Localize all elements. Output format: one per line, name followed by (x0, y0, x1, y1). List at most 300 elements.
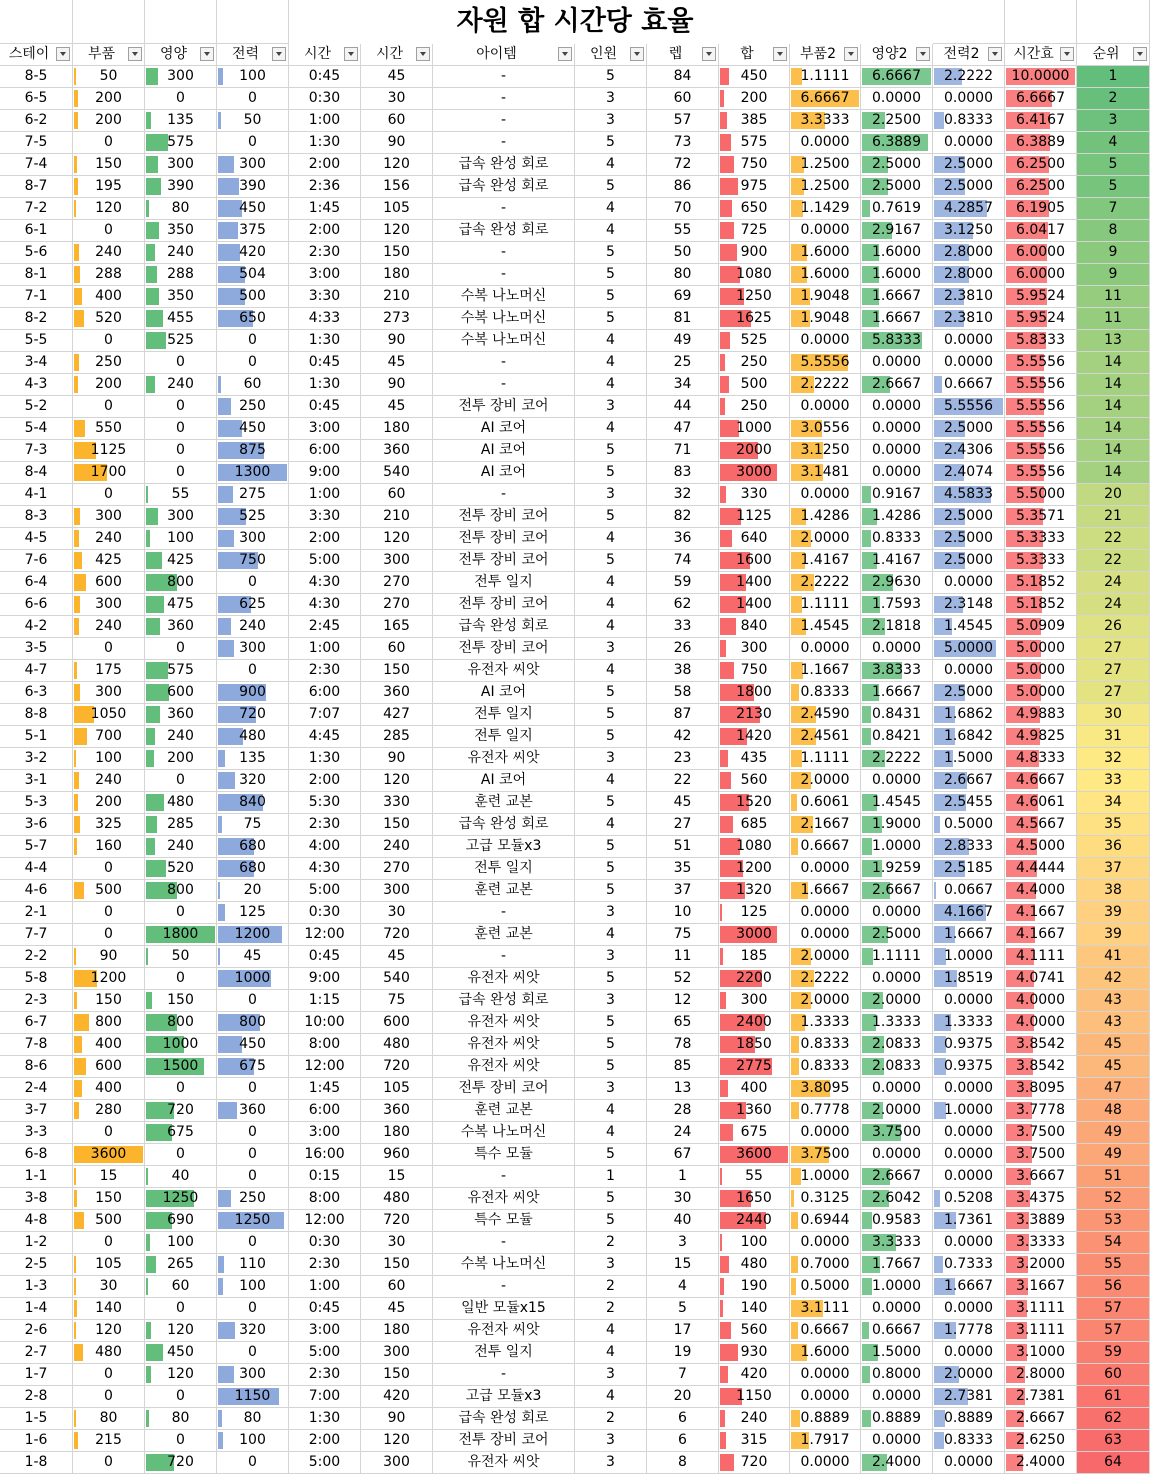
cell-level[interactable] (647, 1298, 719, 1320)
cell-time[interactable] (289, 484, 361, 506)
cell-food[interactable] (145, 220, 217, 242)
cell-parts2[interactable] (790, 242, 861, 264)
header-sum[interactable] (719, 44, 790, 66)
cell-time[interactable] (289, 616, 361, 638)
cell-minutes[interactable] (361, 176, 433, 198)
cell-power2[interactable] (933, 704, 1005, 726)
cell-crew[interactable] (575, 264, 647, 286)
cell-power[interactable] (217, 1320, 289, 1342)
cell-food[interactable] (145, 242, 217, 264)
cell-power[interactable] (217, 682, 289, 704)
cell-parts2[interactable] (790, 352, 861, 374)
filter-dropdown-icon[interactable] (272, 47, 286, 61)
cell-parts2[interactable] (790, 264, 861, 286)
cell-power[interactable] (217, 1056, 289, 1078)
cell-sum[interactable] (719, 440, 790, 462)
cell-minutes[interactable] (361, 286, 433, 308)
cell-crew[interactable] (575, 814, 647, 836)
cell-food[interactable] (145, 1364, 217, 1386)
cell-item[interactable] (433, 1276, 575, 1298)
cell-crew[interactable] (575, 1078, 647, 1100)
cell-crew[interactable] (575, 220, 647, 242)
cell-stage[interactable] (0, 1430, 73, 1452)
cell-power[interactable] (217, 154, 289, 176)
cell-level[interactable] (647, 1188, 719, 1210)
cell-level[interactable] (647, 462, 719, 484)
cell-stage[interactable] (0, 88, 73, 110)
cell-minutes[interactable] (361, 1364, 433, 1386)
cell-food[interactable] (145, 1408, 217, 1430)
cell-stage[interactable] (0, 858, 73, 880)
cell-food[interactable] (145, 462, 217, 484)
cell-rank[interactable] (1077, 1452, 1150, 1474)
cell-food[interactable] (145, 88, 217, 110)
cell-item[interactable] (433, 1100, 575, 1122)
cell-food2[interactable] (861, 792, 933, 814)
cell-time[interactable] (289, 902, 361, 924)
cell-food[interactable] (145, 352, 217, 374)
cell-rank[interactable] (1077, 1386, 1150, 1408)
cell-food2[interactable] (861, 1408, 933, 1430)
cell-minutes[interactable] (361, 66, 433, 88)
cell-power2[interactable] (933, 506, 1005, 528)
cell-item[interactable] (433, 352, 575, 374)
cell-stage[interactable] (0, 902, 73, 924)
cell-food2[interactable] (861, 814, 933, 836)
cell-power2[interactable] (933, 528, 1005, 550)
cell-power[interactable] (217, 374, 289, 396)
cell-power2[interactable] (933, 1144, 1005, 1166)
cell-parts[interactable] (73, 1364, 145, 1386)
cell-power[interactable] (217, 308, 289, 330)
cell-parts2[interactable] (790, 858, 861, 880)
cell-food2[interactable] (861, 880, 933, 902)
cell-parts2[interactable] (790, 1232, 861, 1254)
cell-minutes[interactable] (361, 1276, 433, 1298)
header-rank[interactable] (1077, 44, 1150, 66)
cell-power2[interactable] (933, 88, 1005, 110)
cell-food[interactable] (145, 924, 217, 946)
cell-power[interactable] (217, 1188, 289, 1210)
cell-power2[interactable] (933, 1254, 1005, 1276)
cell-level[interactable] (647, 1144, 719, 1166)
cell-time[interactable] (289, 1364, 361, 1386)
cell-food[interactable] (145, 440, 217, 462)
cell-crew[interactable] (575, 616, 647, 638)
cell-minutes[interactable] (361, 968, 433, 990)
cell-sum[interactable] (719, 792, 790, 814)
cell-rank[interactable] (1077, 1100, 1150, 1122)
cell-food[interactable] (145, 858, 217, 880)
cell-stage[interactable] (0, 1342, 73, 1364)
cell-food2[interactable] (861, 1254, 933, 1276)
cell-food[interactable] (145, 176, 217, 198)
cell-level[interactable] (647, 330, 719, 352)
cell-food[interactable] (145, 506, 217, 528)
cell-time-eff[interactable] (1005, 1298, 1077, 1320)
cell-rank[interactable] (1077, 748, 1150, 770)
cell-level[interactable] (647, 902, 719, 924)
cell-item[interactable] (433, 550, 575, 572)
cell-parts2[interactable] (790, 550, 861, 572)
cell-time[interactable] (289, 704, 361, 726)
cell-food[interactable] (145, 264, 217, 286)
cell-stage[interactable] (0, 286, 73, 308)
cell-power2[interactable] (933, 110, 1005, 132)
cell-rank[interactable] (1077, 1122, 1150, 1144)
cell-power2[interactable] (933, 396, 1005, 418)
cell-power2[interactable] (933, 374, 1005, 396)
cell-food2[interactable] (861, 1012, 933, 1034)
cell-item[interactable] (433, 176, 575, 198)
cell-food[interactable] (145, 1320, 217, 1342)
cell-power[interactable] (217, 1210, 289, 1232)
cell-food[interactable] (145, 968, 217, 990)
cell-food2[interactable] (861, 1232, 933, 1254)
cell-food[interactable] (145, 990, 217, 1012)
cell-food[interactable] (145, 902, 217, 924)
cell-food[interactable] (145, 1188, 217, 1210)
cell-parts2[interactable] (790, 814, 861, 836)
cell-food2[interactable] (861, 550, 933, 572)
cell-food2[interactable] (861, 990, 933, 1012)
cell-crew[interactable] (575, 1386, 647, 1408)
cell-item[interactable] (433, 572, 575, 594)
cell-power2[interactable] (933, 572, 1005, 594)
cell-sum[interactable] (719, 1122, 790, 1144)
cell-minutes[interactable] (361, 528, 433, 550)
cell-power[interactable] (217, 1100, 289, 1122)
cell-crew[interactable] (575, 1430, 647, 1452)
cell-minutes[interactable] (361, 814, 433, 836)
cell-power[interactable] (217, 88, 289, 110)
cell-item[interactable] (433, 946, 575, 968)
cell-parts[interactable] (73, 1100, 145, 1122)
cell-parts2[interactable] (790, 154, 861, 176)
cell-food2[interactable] (861, 1276, 933, 1298)
cell-time[interactable] (289, 66, 361, 88)
cell-food2[interactable] (861, 198, 933, 220)
cell-level[interactable] (647, 440, 719, 462)
cell-parts2[interactable] (790, 682, 861, 704)
cell-sum[interactable] (719, 286, 790, 308)
cell-power[interactable] (217, 968, 289, 990)
cell-stage[interactable] (0, 946, 73, 968)
cell-parts[interactable] (73, 1056, 145, 1078)
cell-power[interactable] (217, 286, 289, 308)
cell-parts[interactable] (73, 352, 145, 374)
cell-parts[interactable] (73, 572, 145, 594)
cell-stage[interactable] (0, 352, 73, 374)
cell-time-eff[interactable] (1005, 1276, 1077, 1298)
cell-parts2[interactable] (790, 726, 861, 748)
cell-minutes[interactable] (361, 946, 433, 968)
cell-food2[interactable] (861, 1210, 933, 1232)
cell-parts[interactable] (73, 462, 145, 484)
cell-food2[interactable] (861, 1430, 933, 1452)
cell-sum[interactable] (719, 506, 790, 528)
cell-item[interactable] (433, 1078, 575, 1100)
cell-time-eff[interactable] (1005, 638, 1077, 660)
cell-food2[interactable] (861, 308, 933, 330)
filter-dropdown-icon[interactable] (56, 47, 70, 61)
cell-sum[interactable] (719, 1254, 790, 1276)
cell-parts2[interactable] (790, 1056, 861, 1078)
cell-time[interactable] (289, 572, 361, 594)
cell-crew[interactable] (575, 902, 647, 924)
cell-power2[interactable] (933, 1320, 1005, 1342)
cell-food[interactable] (145, 396, 217, 418)
cell-power2[interactable] (933, 198, 1005, 220)
cell-stage[interactable] (0, 594, 73, 616)
cell-stage[interactable] (0, 1320, 73, 1342)
cell-rank[interactable] (1077, 1210, 1150, 1232)
cell-minutes[interactable] (361, 660, 433, 682)
cell-parts2[interactable] (790, 1122, 861, 1144)
cell-parts[interactable] (73, 1408, 145, 1430)
cell-minutes[interactable] (361, 440, 433, 462)
cell-rank[interactable] (1077, 418, 1150, 440)
cell-sum[interactable] (719, 770, 790, 792)
cell-level[interactable] (647, 506, 719, 528)
cell-stage[interactable] (0, 418, 73, 440)
cell-item[interactable] (433, 1386, 575, 1408)
cell-level[interactable] (647, 396, 719, 418)
cell-time[interactable] (289, 1276, 361, 1298)
cell-power2[interactable] (933, 1232, 1005, 1254)
cell-stage[interactable] (0, 770, 73, 792)
cell-level[interactable] (647, 1320, 719, 1342)
cell-crew[interactable] (575, 594, 647, 616)
cell-food2[interactable] (861, 462, 933, 484)
cell-parts2[interactable] (790, 1210, 861, 1232)
cell-power[interactable] (217, 264, 289, 286)
cell-rank[interactable] (1077, 66, 1150, 88)
cell-power2[interactable] (933, 462, 1005, 484)
cell-food2[interactable] (861, 1034, 933, 1056)
cell-power2[interactable] (933, 242, 1005, 264)
cell-time-eff[interactable] (1005, 1408, 1077, 1430)
cell-sum[interactable] (719, 550, 790, 572)
cell-time[interactable] (289, 836, 361, 858)
cell-food[interactable] (145, 1210, 217, 1232)
cell-time[interactable] (289, 110, 361, 132)
cell-food[interactable] (145, 880, 217, 902)
cell-food2[interactable] (861, 110, 933, 132)
cell-time[interactable] (289, 1144, 361, 1166)
cell-power2[interactable] (933, 220, 1005, 242)
cell-stage[interactable] (0, 66, 73, 88)
cell-level[interactable] (647, 88, 719, 110)
cell-power2[interactable] (933, 726, 1005, 748)
cell-parts[interactable] (73, 1210, 145, 1232)
cell-crew[interactable] (575, 1144, 647, 1166)
cell-sum[interactable] (719, 528, 790, 550)
cell-sum[interactable] (719, 1078, 790, 1100)
cell-crew[interactable] (575, 836, 647, 858)
cell-parts2[interactable] (790, 748, 861, 770)
cell-level[interactable] (647, 660, 719, 682)
cell-time[interactable] (289, 220, 361, 242)
cell-parts[interactable] (73, 880, 145, 902)
cell-food[interactable] (145, 66, 217, 88)
cell-item[interactable] (433, 748, 575, 770)
cell-food[interactable] (145, 1430, 217, 1452)
cell-parts2[interactable] (790, 792, 861, 814)
cell-item[interactable] (433, 1364, 575, 1386)
cell-parts2[interactable] (790, 770, 861, 792)
cell-sum[interactable] (719, 176, 790, 198)
cell-power[interactable] (217, 220, 289, 242)
cell-parts[interactable] (73, 858, 145, 880)
cell-power[interactable] (217, 176, 289, 198)
cell-stage[interactable] (0, 704, 73, 726)
cell-item[interactable] (433, 1122, 575, 1144)
cell-minutes[interactable] (361, 1430, 433, 1452)
cell-power[interactable] (217, 462, 289, 484)
cell-food[interactable] (145, 110, 217, 132)
cell-power2[interactable] (933, 1012, 1005, 1034)
cell-sum[interactable] (719, 968, 790, 990)
cell-rank[interactable] (1077, 1034, 1150, 1056)
cell-rank[interactable] (1077, 440, 1150, 462)
cell-minutes[interactable] (361, 726, 433, 748)
cell-rank[interactable] (1077, 396, 1150, 418)
cell-crew[interactable] (575, 682, 647, 704)
cell-parts2[interactable] (790, 176, 861, 198)
cell-time[interactable] (289, 528, 361, 550)
cell-level[interactable] (647, 286, 719, 308)
cell-food2[interactable] (861, 748, 933, 770)
cell-food[interactable] (145, 1276, 217, 1298)
cell-item[interactable] (433, 462, 575, 484)
cell-power2[interactable] (933, 132, 1005, 154)
cell-parts[interactable] (73, 1342, 145, 1364)
cell-time[interactable] (289, 176, 361, 198)
cell-power[interactable] (217, 440, 289, 462)
cell-time[interactable] (289, 462, 361, 484)
cell-sum[interactable] (719, 1430, 790, 1452)
cell-stage[interactable] (0, 528, 73, 550)
cell-rank[interactable] (1077, 924, 1150, 946)
cell-sum[interactable] (719, 66, 790, 88)
cell-crew[interactable] (575, 1166, 647, 1188)
cell-parts[interactable] (73, 1078, 145, 1100)
cell-food2[interactable] (861, 396, 933, 418)
cell-stage[interactable] (0, 616, 73, 638)
cell-minutes[interactable] (361, 242, 433, 264)
cell-power[interactable] (217, 1034, 289, 1056)
cell-parts2[interactable] (790, 1188, 861, 1210)
cell-parts2[interactable] (790, 990, 861, 1012)
cell-time-eff[interactable] (1005, 990, 1077, 1012)
cell-food2[interactable] (861, 1386, 933, 1408)
cell-power[interactable] (217, 550, 289, 572)
cell-power2[interactable] (933, 770, 1005, 792)
cell-crew[interactable] (575, 1276, 647, 1298)
cell-power2[interactable] (933, 66, 1005, 88)
cell-time[interactable] (289, 198, 361, 220)
cell-minutes[interactable] (361, 880, 433, 902)
cell-item[interactable] (433, 1452, 575, 1474)
cell-power[interactable] (217, 110, 289, 132)
cell-food2[interactable] (861, 858, 933, 880)
cell-power2[interactable] (933, 1122, 1005, 1144)
cell-sum[interactable] (719, 1452, 790, 1474)
cell-time[interactable] (289, 660, 361, 682)
cell-parts2[interactable] (790, 1100, 861, 1122)
cell-minutes[interactable] (361, 924, 433, 946)
cell-sum[interactable] (719, 616, 790, 638)
cell-sum[interactable] (719, 1320, 790, 1342)
cell-parts[interactable] (73, 1430, 145, 1452)
cell-minutes[interactable] (361, 88, 433, 110)
cell-item[interactable] (433, 330, 575, 352)
cell-parts2[interactable] (790, 440, 861, 462)
cell-time[interactable] (289, 440, 361, 462)
cell-crew[interactable] (575, 550, 647, 572)
cell-power[interactable] (217, 660, 289, 682)
cell-power[interactable] (217, 704, 289, 726)
cell-time-eff[interactable] (1005, 968, 1077, 990)
cell-food2[interactable] (861, 638, 933, 660)
cell-minutes[interactable] (361, 616, 433, 638)
cell-item[interactable] (433, 308, 575, 330)
cell-time-eff[interactable] (1005, 506, 1077, 528)
cell-level[interactable] (647, 550, 719, 572)
cell-minutes[interactable] (361, 1078, 433, 1100)
cell-crew[interactable] (575, 1210, 647, 1232)
cell-power[interactable] (217, 836, 289, 858)
cell-power2[interactable] (933, 330, 1005, 352)
cell-time-eff[interactable] (1005, 176, 1077, 198)
cell-parts[interactable] (73, 682, 145, 704)
cell-parts2[interactable] (790, 1166, 861, 1188)
cell-time[interactable] (289, 1298, 361, 1320)
cell-power2[interactable] (933, 440, 1005, 462)
cell-parts2[interactable] (790, 836, 861, 858)
cell-time[interactable] (289, 990, 361, 1012)
cell-power[interactable] (217, 418, 289, 440)
cell-parts[interactable] (73, 1166, 145, 1188)
cell-rank[interactable] (1077, 1342, 1150, 1364)
cell-parts[interactable] (73, 1320, 145, 1342)
cell-rank[interactable] (1077, 550, 1150, 572)
cell-minutes[interactable] (361, 308, 433, 330)
cell-sum[interactable] (719, 594, 790, 616)
cell-rank[interactable] (1077, 484, 1150, 506)
cell-parts2[interactable] (790, 1342, 861, 1364)
cell-sum[interactable] (719, 1364, 790, 1386)
cell-parts[interactable] (73, 704, 145, 726)
cell-level[interactable] (647, 594, 719, 616)
cell-crew[interactable] (575, 924, 647, 946)
cell-crew[interactable] (575, 308, 647, 330)
cell-parts[interactable] (73, 946, 145, 968)
cell-time-eff[interactable] (1005, 1430, 1077, 1452)
cell-parts2[interactable] (790, 330, 861, 352)
cell-level[interactable] (647, 792, 719, 814)
cell-time-eff[interactable] (1005, 616, 1077, 638)
cell-power[interactable] (217, 858, 289, 880)
cell-parts[interactable] (73, 1232, 145, 1254)
cell-time-eff[interactable] (1005, 220, 1077, 242)
cell-parts[interactable] (73, 330, 145, 352)
cell-minutes[interactable] (361, 770, 433, 792)
cell-minutes[interactable] (361, 506, 433, 528)
cell-stage[interactable] (0, 792, 73, 814)
cell-power[interactable] (217, 1166, 289, 1188)
